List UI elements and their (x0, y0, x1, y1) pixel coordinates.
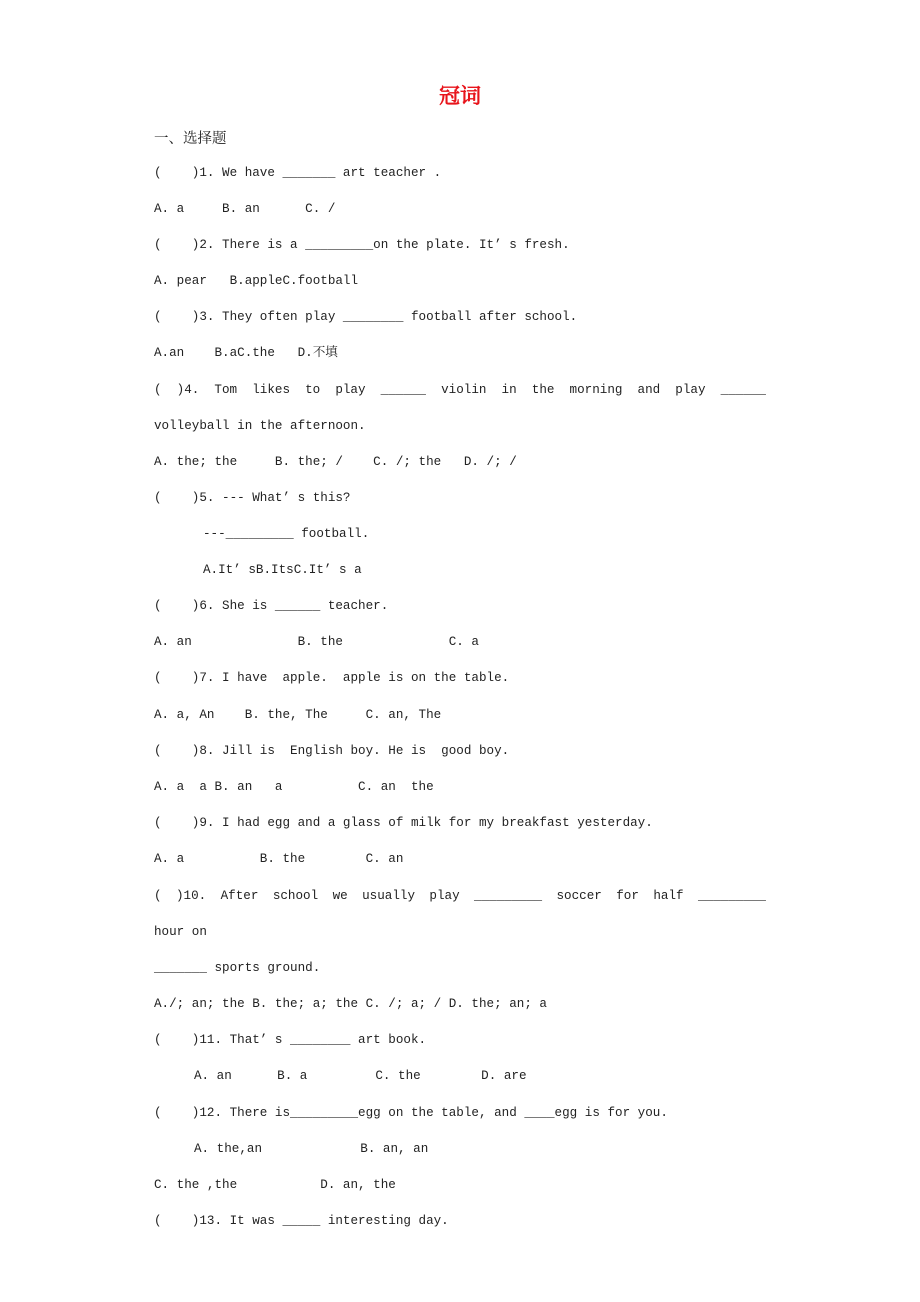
question-text: ( )11. That’ s ________ art book. (154, 1033, 427, 1047)
option-line: A. an B. the C. a (154, 635, 479, 649)
question-text: ( )9. I had egg and a glass of milk for my breakfast yesterday. (154, 816, 653, 830)
option-line: C. the ,the D. an, the (154, 1178, 396, 1192)
option-line: hour on (154, 925, 207, 939)
option-line: ---_________ football. (203, 527, 370, 541)
option-line: A.an B.aC.the D.不填 (154, 346, 338, 360)
option-line: A. the,an B. an, an (194, 1142, 429, 1156)
question-text: ( )10. After school we usually play _________ soccer for half _________ (154, 889, 766, 903)
question-text: ( )13. It was _____ interesting day. (154, 1214, 449, 1228)
question-text: ( )8. Jill is English boy. He is good boy. (154, 744, 510, 758)
section-heading: 一、选择题 (154, 131, 227, 147)
option-line: volleyball in the afternoon. (154, 419, 366, 433)
question-text: ( )2. There is a _________on the plate. It’ s fresh. (154, 238, 570, 252)
question-text: ( )7. I have apple. apple is on the table. (154, 671, 510, 685)
question-text: ( )4. Tom likes to play ______ violin in the morning and play ______ (154, 383, 766, 397)
option-line: A. a B. an C. / (154, 202, 336, 216)
option-line: _______ sports ground. (154, 961, 321, 975)
option-line: A. pear B.appleC.football (154, 274, 359, 288)
option-line: A. a a B. an a C. an the (154, 780, 434, 794)
option-line: A. a B. the C. an (154, 852, 404, 866)
question-text: ( )12. There is_________egg on the table, and ____egg is for you. (154, 1106, 668, 1120)
question-text: ( )5. --- What’ s this? (154, 491, 351, 505)
page-title: 冠词 (439, 84, 481, 108)
option-line: A. the; the B. the; / C. /; the D. /; / (154, 455, 517, 469)
question-text: ( )1. We have _______ art teacher . (154, 166, 442, 180)
question-text: ( )3. They often play ________ football after school. (154, 310, 578, 324)
option-line: A. a, An B. the, The C. an, The (154, 708, 442, 722)
option-line: A./; an; the B. the; a; the C. /; a; / D. the; an; a (154, 997, 547, 1011)
option-line: A. an B. a C. the D. are (194, 1069, 527, 1083)
question-text: ( )6. She is ______ teacher. (154, 599, 389, 613)
option-line: A.It’ sB.ItsC.It’ s a (203, 563, 362, 577)
